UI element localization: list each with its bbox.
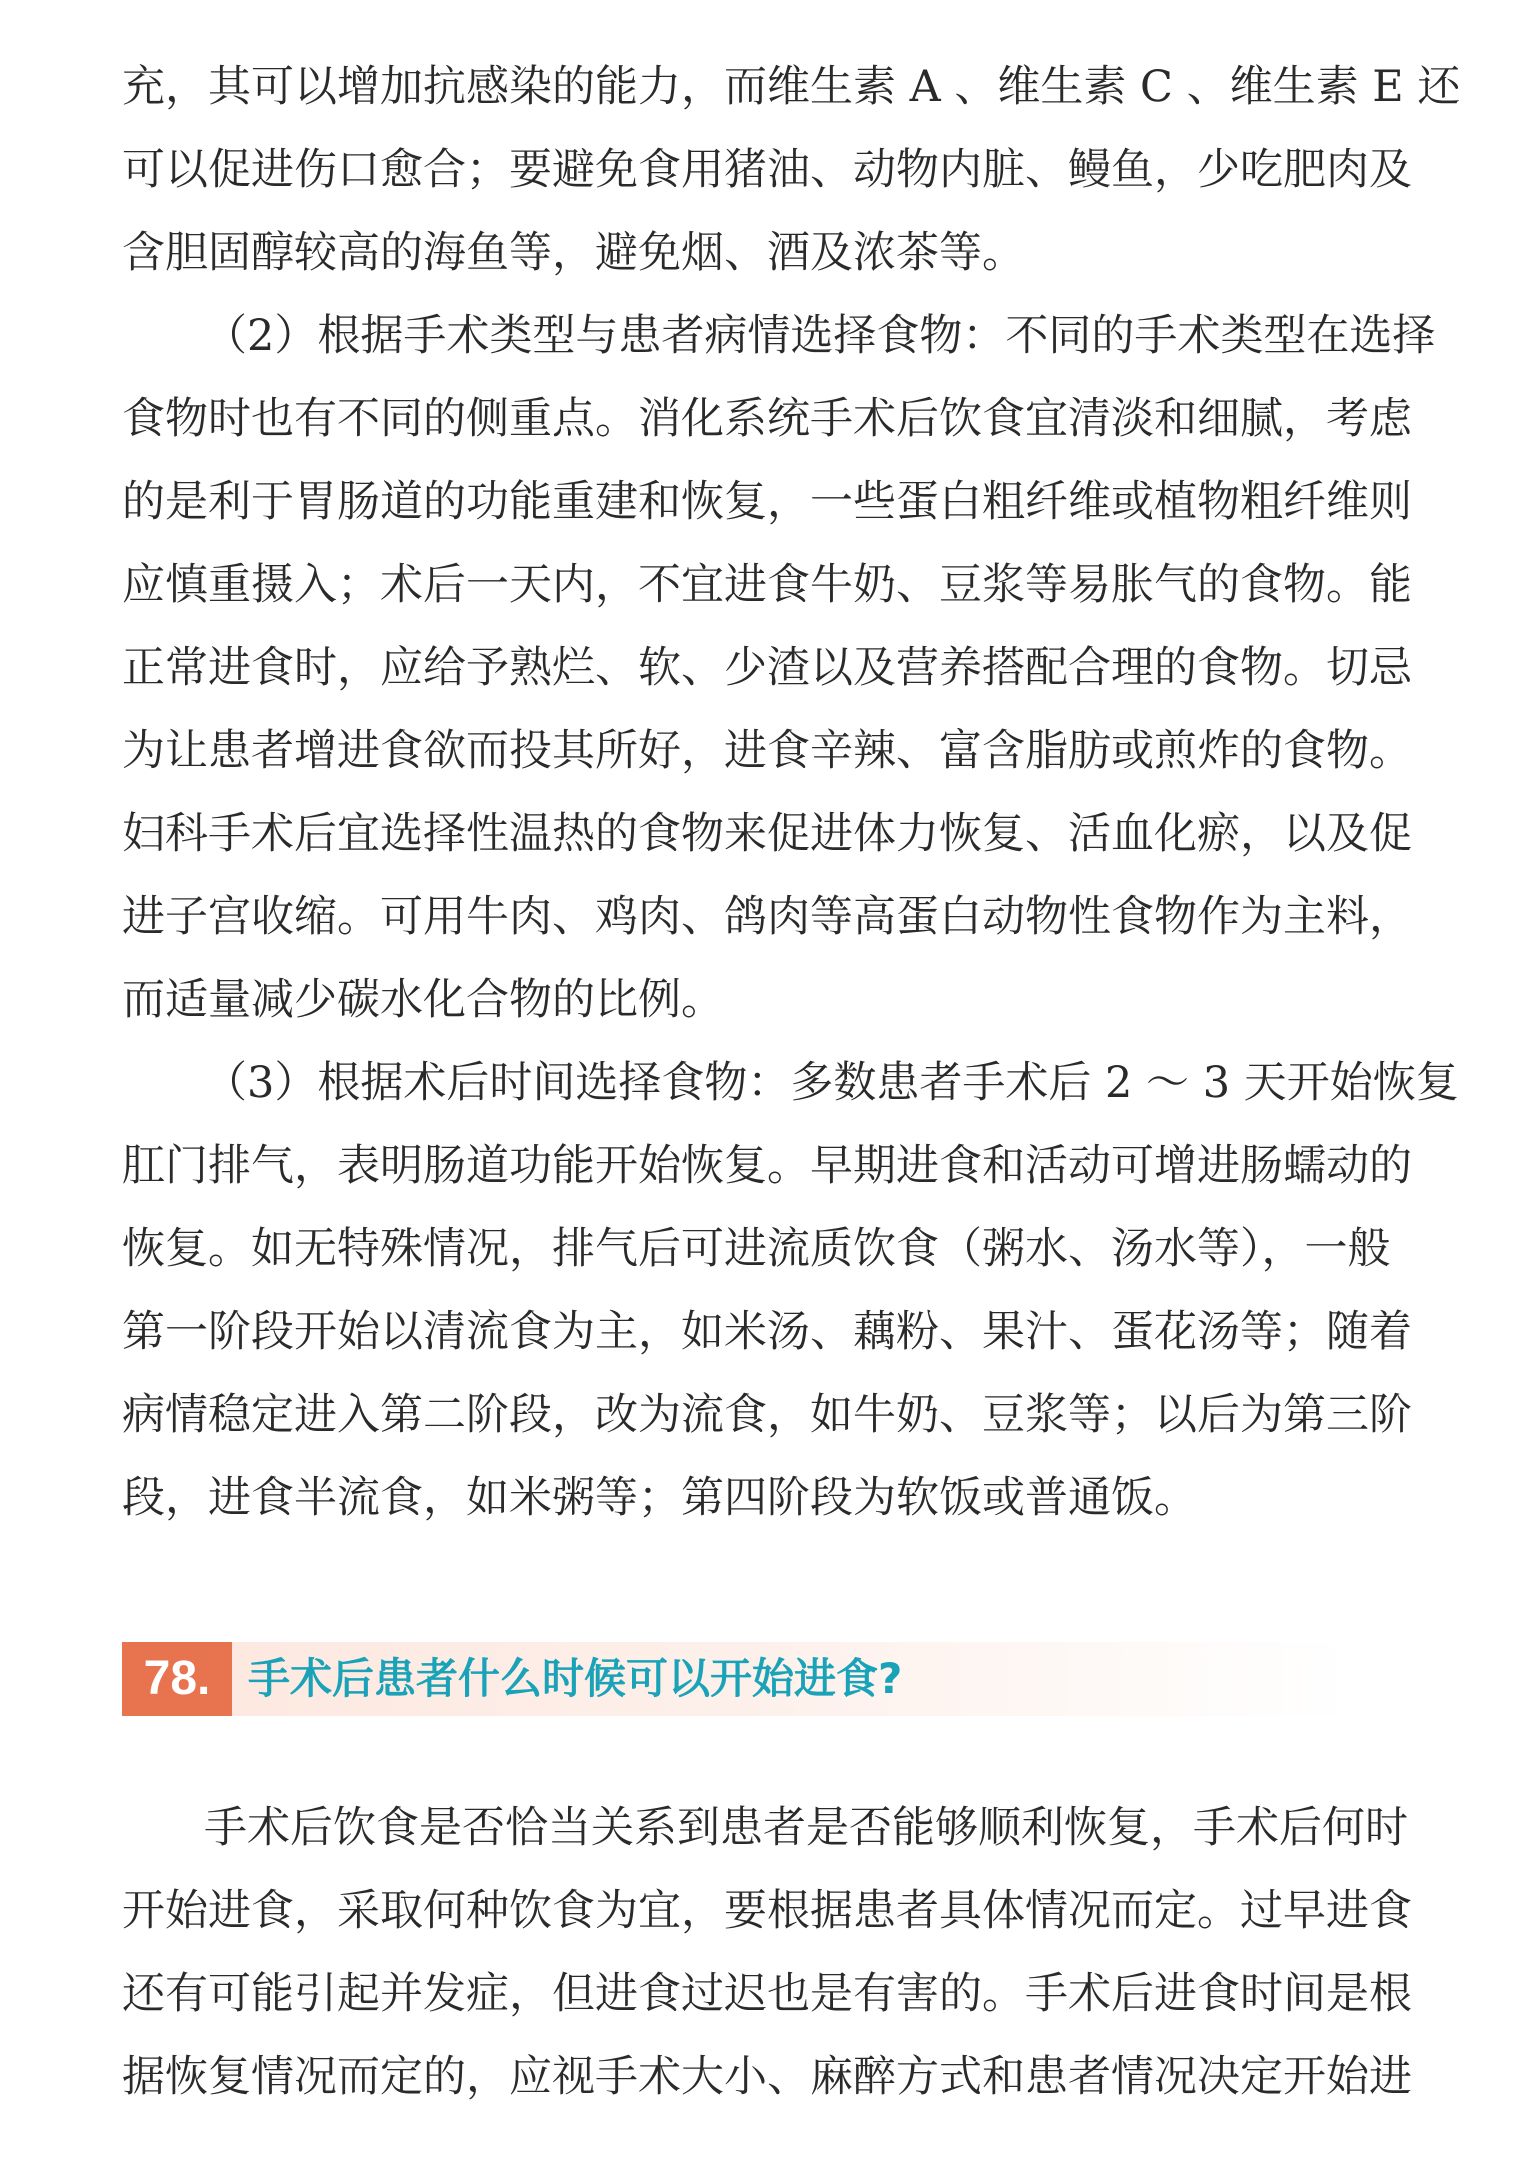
body-text-line: 据恢复情况而定的，应视手术大小、麻醉方式和患者情况决定开始进 <box>122 2052 1412 2102</box>
body-text-line: 段，进食半流食，如米粥等；第四阶段为软饭或普通饭。 <box>122 1473 1197 1523</box>
body-text-line: 手术后饮食是否恰当关系到患者是否能够顺利恢复，手术后何时 <box>204 1803 1408 1853</box>
body-text-line: 肛门排气，表明肠道功能开始恢复。早期进食和活动可增进肠蠕动的 <box>122 1141 1412 1191</box>
body-text-line: 而适量减少碳水化合物的比例。 <box>122 975 724 1025</box>
body-text-line: 进子宫收缩。可用牛肉、鸡肉、鸽肉等高蛋白动物性食物作为主料， <box>122 892 1412 942</box>
body-text-line: 食物时也有不同的侧重点。消化系统手术后饮食宜清淡和细腻，考虑 <box>122 394 1412 444</box>
body-text-line: 恢复。如无特殊情况，排气后可进流质饮食（粥水、汤水等），一般 <box>122 1224 1391 1274</box>
section-heading-title: 手术后患者什么时候可以开始进食? <box>248 1654 903 1703</box>
section-number-badge: 78. <box>122 1642 232 1716</box>
body-text-line: 病情稳定进入第二阶段，改为流食，如牛奶、豆浆等；以后为第三阶 <box>122 1390 1412 1440</box>
body-text-line: 开始进食，采取何种饮食为宜，要根据患者具体情况而定。过早进食 <box>122 1886 1412 1936</box>
body-text-line: 可以促进伤口愈合；要避免食用猪油、动物内脏、鳗鱼，少吃肥肉及 <box>122 145 1412 195</box>
body-text-line: 还有可能引起并发症，但进食过迟也是有害的。手术后进食时间是根 <box>122 1969 1412 2019</box>
body-text-line: 正常进食时，应给予熟烂、软、少渣以及营养搭配合理的食物。切忌 <box>122 643 1412 693</box>
body-text-line: 为让患者增进食欲而投其所好，进食辛辣、富含脂肪或煎炸的食物。 <box>122 726 1412 776</box>
body-text-line: 的是利于胃肠道的功能重建和恢复，一些蛋白粗纤维或植物粗纤维则 <box>122 477 1412 527</box>
body-text-line: （2）根据手术类型与患者病情选择食物：不同的手术类型在选择 <box>204 311 1436 361</box>
body-text-line: 妇科手术后宜选择性温热的食物来促进体力恢复、活血化瘀，以及促 <box>122 809 1412 859</box>
body-text-line: 第一阶段开始以清流食为主，如米汤、藕粉、果汁、蛋花汤等；随着 <box>122 1307 1412 1357</box>
body-text-line: （3）根据术后时间选择食物：多数患者手术后 2 ～ 3 天开始恢复 <box>204 1058 1459 1108</box>
body-text-line: 应慎重摄入；术后一天内，不宜进食牛奶、豆浆等易胀气的食物。能 <box>122 560 1412 610</box>
body-text-line: 含胆固醇较高的海鱼等，避免烟、酒及浓茶等。 <box>122 228 1025 278</box>
body-text-line: 充，其可以增加抗感染的能力，而维生素 A 、维生素 C 、维生素 E 还 <box>122 62 1461 112</box>
